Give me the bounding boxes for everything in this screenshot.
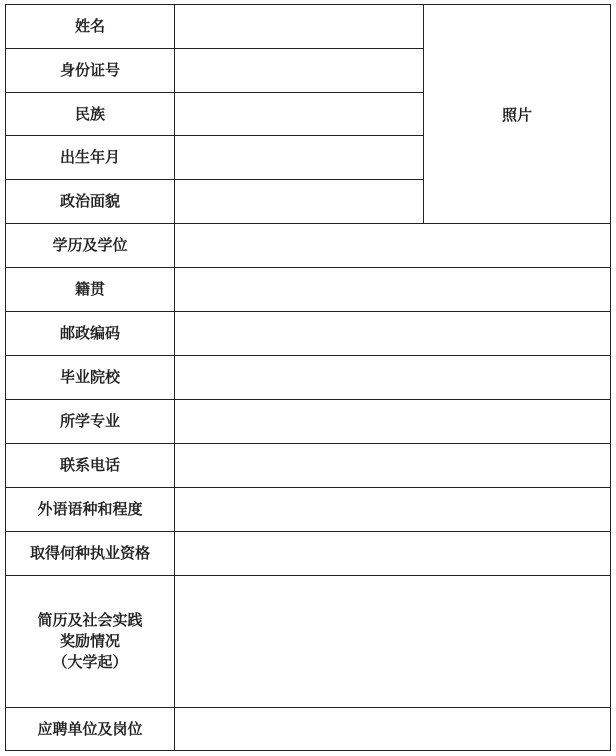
- field-id-number[interactable]: [175, 49, 424, 93]
- label-birth-date: 出生年月: [6, 136, 175, 180]
- label-graduated-school: 毕业院校: [6, 356, 175, 400]
- field-native-place[interactable]: [175, 268, 611, 312]
- field-foreign-language[interactable]: [175, 488, 611, 532]
- field-resume[interactable]: [175, 576, 611, 708]
- row-name: [6, 5, 611, 49]
- field-ethnicity[interactable]: [175, 93, 424, 136]
- label-major: 所学专业: [6, 400, 175, 444]
- label-contact-phone: 联系电话: [6, 444, 175, 488]
- label-resume-line-1: 简历及社会实践: [37, 611, 143, 629]
- field-political-status[interactable]: [175, 180, 424, 224]
- label-postal-code: 邮政编码: [6, 312, 175, 356]
- label-foreign-language: 外语语种和程度: [6, 488, 175, 532]
- label-resume: [6, 576, 175, 708]
- photo-box[interactable]: 照片: [424, 5, 611, 224]
- row-licenses: [6, 532, 611, 576]
- label-ethnicity: 民族: [6, 93, 175, 136]
- label-name: 姓名: [6, 5, 175, 49]
- field-postal-code[interactable]: [175, 312, 611, 356]
- label-education-degree: 学历及学位: [6, 224, 175, 268]
- label-applied-position: 应聘单位及岗位: [6, 708, 175, 751]
- field-contact-phone[interactable]: [175, 444, 611, 488]
- application-form-table: [5, 4, 611, 751]
- field-birth-date[interactable]: [175, 136, 424, 180]
- field-education-degree[interactable]: [175, 224, 611, 268]
- row-education-degree: [6, 224, 611, 268]
- row-applied-position: [6, 708, 611, 751]
- row-postal-code: [6, 312, 611, 356]
- label-political-status: 政治面貌: [6, 180, 175, 224]
- label-resume-line-3: （大学起）: [52, 653, 128, 671]
- label-id-number: 身份证号: [6, 49, 175, 93]
- row-major: [6, 400, 611, 444]
- row-foreign-language: [6, 488, 611, 532]
- row-graduated-school: [6, 356, 611, 400]
- label-native-place: 籍贯: [6, 268, 175, 312]
- row-native-place: [6, 268, 611, 312]
- label-licenses: 取得何种执业资格: [6, 532, 175, 576]
- label-resume-line-2: 奖励情况: [59, 632, 120, 650]
- field-name[interactable]: [175, 5, 424, 49]
- field-applied-position[interactable]: [175, 708, 611, 751]
- row-contact-phone: [6, 444, 611, 488]
- row-resume: [6, 576, 611, 708]
- field-major[interactable]: [175, 400, 611, 444]
- field-graduated-school[interactable]: [175, 356, 611, 400]
- field-licenses[interactable]: [175, 532, 611, 576]
